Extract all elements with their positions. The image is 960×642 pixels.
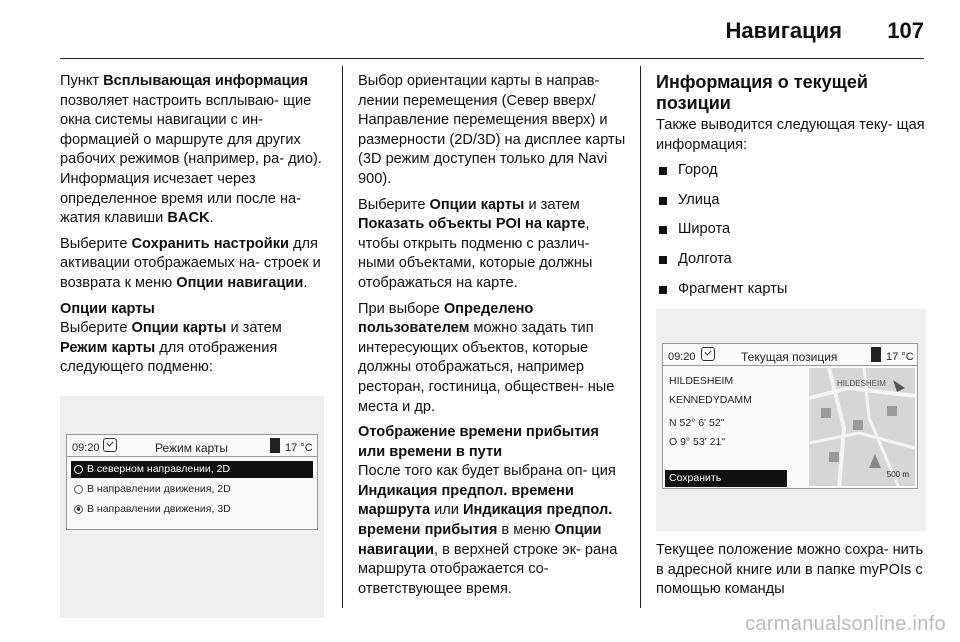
- section-title-map-options: Опции карты: [60, 300, 155, 317]
- radio-selected-icon: [74, 505, 83, 514]
- map-mode-figure: [60, 396, 324, 618]
- column-divider-1: [342, 66, 343, 608]
- list-item: Долгота: [656, 250, 926, 270]
- temperature: 17 °C: [886, 351, 914, 364]
- save-position-paragraph: Текущее положение можно сохра- нить в адресной книге или в папке myPOIs с помощью команды: [656, 542, 924, 598]
- list-item: Город: [656, 161, 926, 181]
- temperature-icon: [871, 347, 881, 362]
- column-2: [358, 72, 630, 599]
- option-heading-3d[interactable]: В направлении движения, 3D: [71, 501, 313, 518]
- popup-info-paragraph: Пункт Всплывающая информация позволяет настроить всплываю- щие окна системы навигации с ин- формацией о маршруте для других рабочих режимов (например, ра- дио). Информация исчезает через определенное время или после на- жатия клавиши BACK.: [60, 73, 322, 227]
- list-item: Широта: [656, 220, 926, 240]
- map-scale: 500 m: [886, 469, 909, 479]
- section-heading-current-position: Информация о текущей позиции: [656, 72, 868, 113]
- temperature: 17 °C: [285, 441, 313, 454]
- save-button[interactable]: Сохранить: [665, 470, 787, 487]
- temperature-icon: [270, 438, 280, 453]
- column-3: [656, 72, 926, 606]
- bullet-icon: [659, 256, 667, 264]
- poi-paragraph: Выберите Опции карты и затем Показать объекты POI на карте, чтобы открыть подменю с различ- ными объектами, которые должны отображаться на карте.: [358, 196, 593, 291]
- arrival-time-section: Отображение времени прибытия или времени в пути После того как будет выбрана оп- ция Индикация предпол. времени маршрута или Индикация предпол. времени прибытия в меню Опции навигации, в верхней строке эк- рана маршрута отображается со- ответствующее время.: [358, 424, 618, 597]
- screen-title: Текущая позиция: [741, 350, 838, 365]
- current-position-screen: [662, 343, 918, 489]
- orientation-paragraph: Выбор ориентации карты в направ- лении перемещения (Север вверх/ Направление перемещения вверх) и размерности (2D/3D) на дисплее карты (3D режим доступен только для Navi 900).: [358, 73, 626, 187]
- status-bar: [67, 435, 317, 457]
- bullet-icon: [659, 226, 667, 234]
- header-divider: [60, 58, 924, 59]
- column-1: [60, 72, 326, 618]
- status-bar: [663, 344, 917, 366]
- option-north-2d[interactable]: В северном направлении, 2D: [71, 461, 313, 478]
- current-position-figure: [656, 309, 926, 531]
- map-options-section: Опции карты Выберите Опции карты и затем Режим карты для отображения следующего подменю:: [60, 300, 282, 376]
- screen-title: Режим карты: [155, 440, 229, 455]
- watermark: carmanualsonline.info: [745, 613, 946, 635]
- user-defined-paragraph: При выборе Определено пользователем можно задать тип интересующих объектов, которые должны отображаться, например ресторан, гостиница, обществен- ные места и др.: [358, 300, 615, 415]
- city-value: HILDESHEIM: [669, 375, 734, 388]
- nav-check-icon: [701, 347, 715, 361]
- street-value: KENNEDYDAMM: [669, 394, 752, 407]
- current-info-intro: Также выводится следующая теку- щая информация:: [656, 117, 925, 153]
- save-settings-paragraph: Выберите Сохранить настройки для активации отображаемых на- строек и возврата к меню Опции навигации.: [60, 235, 321, 291]
- page-number: 107: [887, 18, 924, 43]
- page-title: Навигация: [725, 18, 842, 43]
- bullet-icon: [659, 286, 667, 294]
- bullet-icon: [659, 167, 667, 175]
- radio-icon: [74, 485, 83, 494]
- list-item: Улица: [656, 191, 926, 211]
- bullet-icon: [659, 197, 667, 205]
- latitude-value: N 52° 6' 52": [669, 417, 725, 430]
- column-divider-2: [640, 66, 641, 608]
- radio-icon: [74, 465, 83, 474]
- map-mode-screen: [66, 434, 318, 530]
- info-list: [656, 161, 926, 299]
- list-item: Фрагмент карты: [656, 280, 926, 300]
- clock: 09:20: [668, 351, 696, 364]
- clock: 09:20: [72, 441, 100, 454]
- longitude-value: O 9° 53' 21": [669, 436, 726, 449]
- section-title-arrival: Отображение времени прибытия или времени в пути: [358, 424, 599, 460]
- page-header: [0, 0, 960, 66]
- map-city-label: HILDESHEIM: [837, 379, 886, 389]
- map-fragment[interactable]: [809, 368, 915, 486]
- option-heading-2d[interactable]: В направлении движения, 2D: [71, 481, 313, 498]
- nav-check-icon: [103, 438, 117, 452]
